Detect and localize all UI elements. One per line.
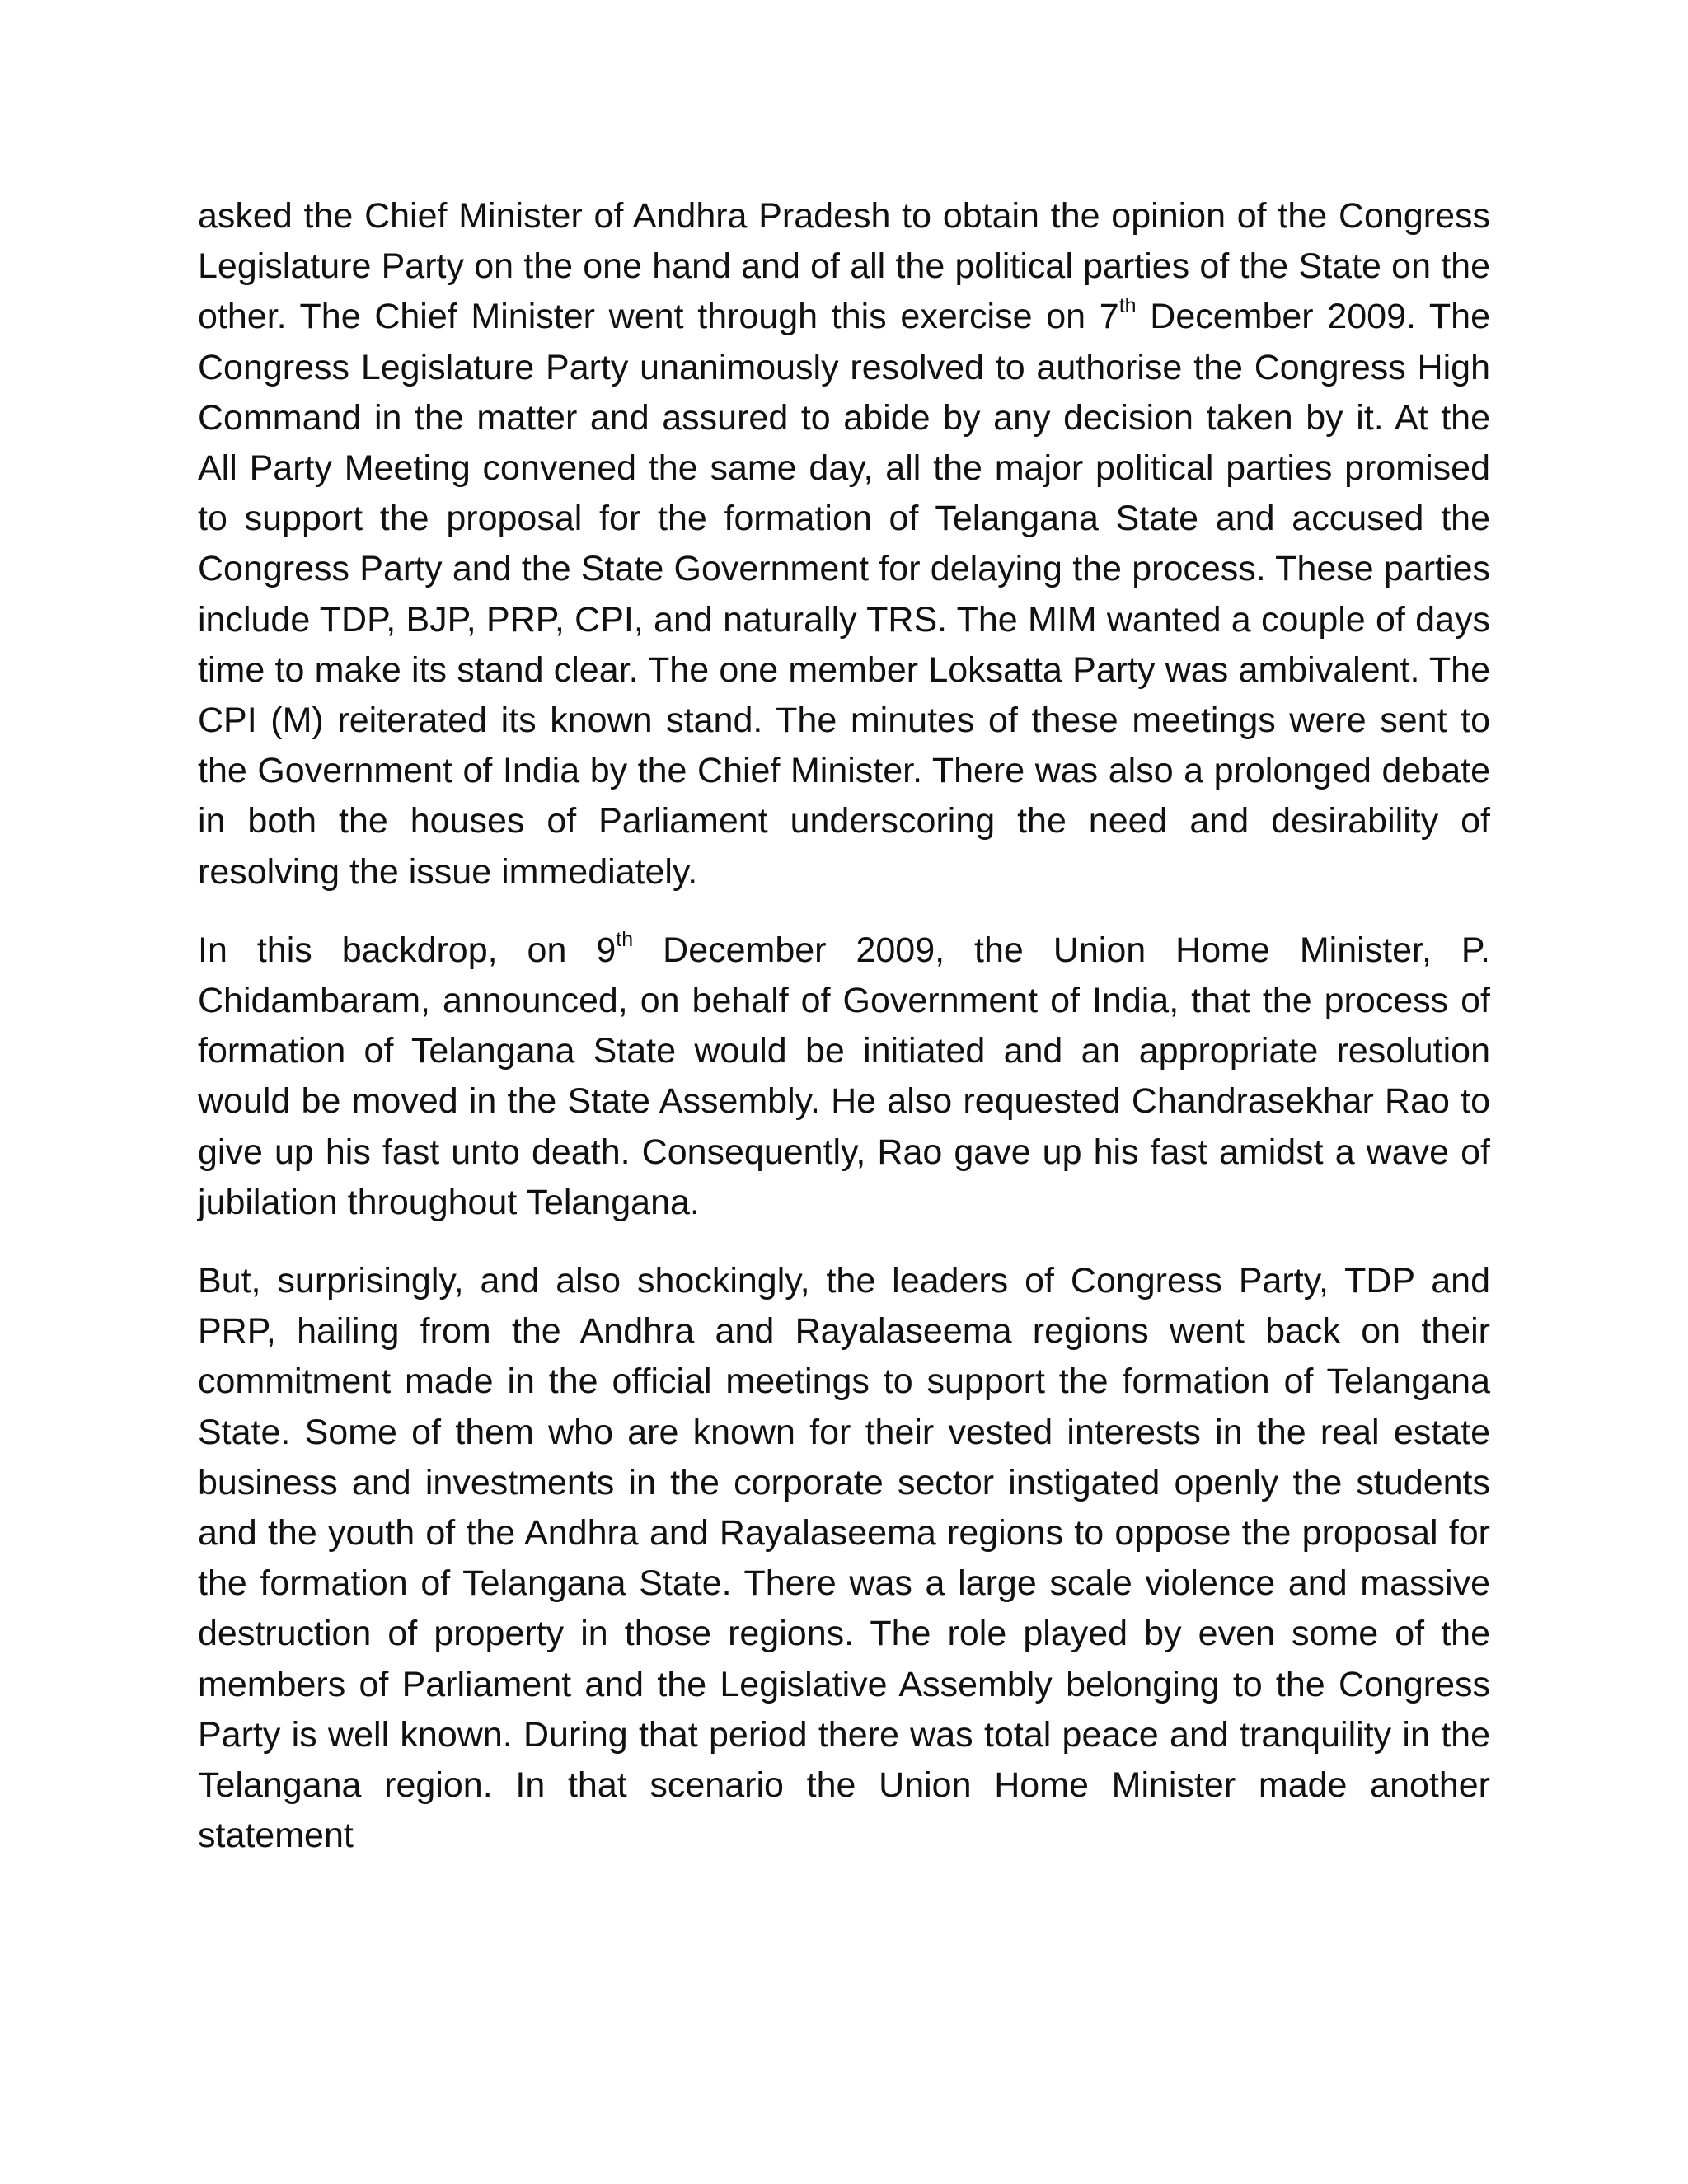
paragraph-text: But, surprisingly, and also shockingly, the leaders of Congress Party, TDP and PRP, hailing from the Andhra and Rayalaseema regions went back on their commitment made in the official meetings to support the formation of Telangana State. Some of them who are known for their vested interests in the real estate business and investments in the corporate sector instigated openly the students and the youth of the Andhra and Rayalaseema regions to oppose the proposal for the formation of Telangana State. There was a large scale violence and massive destruction of property in those regions. The role played by even some of the members of Parliament and the Legislative Assembly belonging to the Congress Party is well known. During that period there was total peace and tranquility in the Telangana region. In that scenario the Union Home Minister made another statement <box>198 1261 1490 1856</box>
paragraph-opposition-violence <box>198 1256 1490 1861</box>
paragraph-text: In this backdrop, on 9 <box>198 930 617 970</box>
paragraph-text: asked the Chief Minister of Andhra Pradesh to obtain the opinion of the Congress Legislature Party on the one hand and of all the political parties of the State on the other. The Chief Minister went through this exercise on 7 <box>198 196 1490 337</box>
paragraph-text: December 2009, the Union Home Minister, P. Chidambaram, announced, on behalf of Government of India, that the process of formation of Telangana State would be initiated and an appropriate resolution would be moved in the State Assembly. He also requested Chandrasekhar Rao to give up his fast unto death. Consequently, Rao gave up his fast amidst a wave of jubilation throughout Telangana. <box>198 930 1490 1222</box>
document-body <box>198 191 1490 1890</box>
paragraph-text: December 2009. The Congress Legislature Party unanimously resolved to authorise the Congress High Command in the matter and assured to abide by any decision taken by it. At the All Party Meeting convened the same day, all the major political parties promised to support the proposal for the formation of Telangana State and accused the Congress Party and the State Government for delaying the process. These parties include TDP, BJP, PRP, CPI, and naturally TRS. The MIM wanted a couple of days time to make its stand clear. The one member Loksatta Party was ambivalent. The CPI (M) reiterated its known stand. The minutes of these meetings were sent to the Government of India by the Chief Minister. There was also a prolonged debate in both the houses of Parliament underscoring the need and desirability of resolving the issue immediately. <box>198 297 1490 892</box>
ordinal-suffix: th <box>1118 294 1137 318</box>
paragraph-all-party-meeting <box>198 191 1490 898</box>
paragraph-home-minister-announcement <box>198 926 1490 1228</box>
ordinal-suffix: th <box>616 927 634 951</box>
